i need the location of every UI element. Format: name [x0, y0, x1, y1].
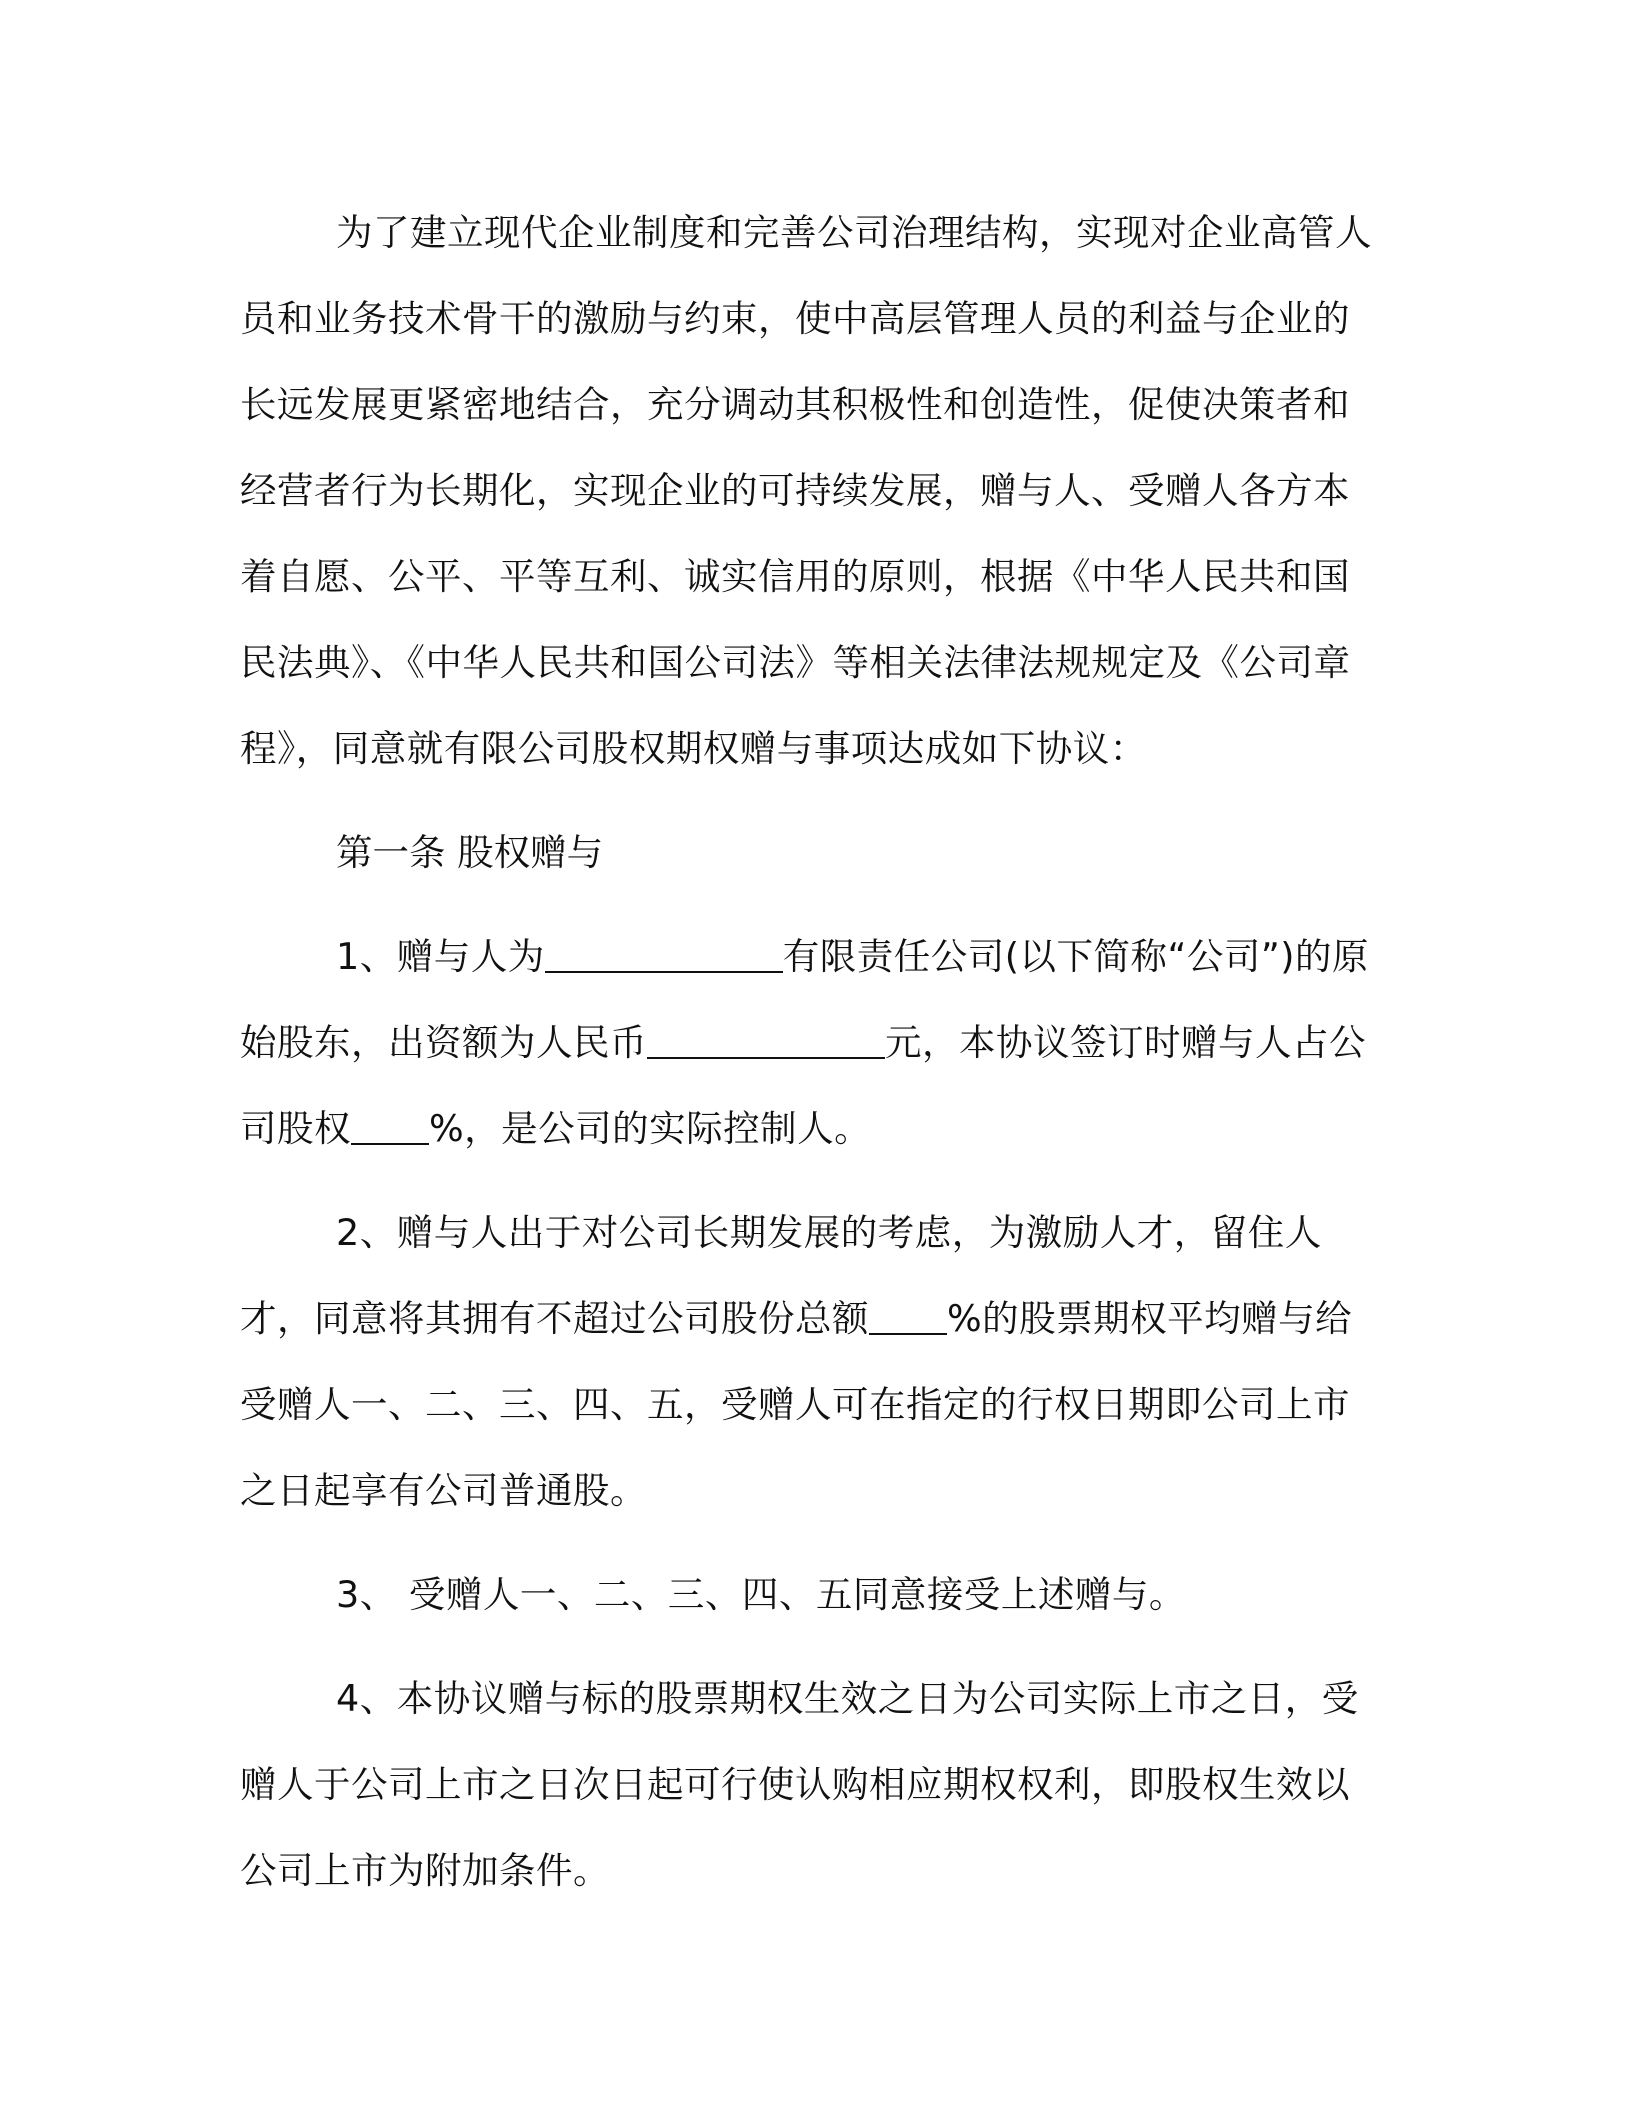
- document-page: [240, 190, 1380, 1914]
- equity-percent-blank[interactable]: [351, 1111, 429, 1145]
- clause-2-text-a: 2、赠与人出于对公司长期发展的考虑，为激励人才，留住人才，同意将其拥有不超过公司股份总额: [240, 1211, 1322, 1340]
- capital-amount-blank[interactable]: [647, 1025, 885, 1059]
- intro-paragraph: 为了建立现代企业制度和完善公司治理结构，实现对企业高管人员和业务技术骨干的激励与约束，使中高层管理人员的利益与企业的长远发展更紧密地结合，充分调动其积极性和创造性，促使决策者和经营者行为长期化，实现企业的可持续发展，赠与人、受赠人各方本着自愿、公平、平等互利、诚实信用的原则，根据《中华人民共和国民法典》、《中华人民共和国公司法》等相关法律法规规定及《公司章程》，同意就有限公司股权期权赠与事项达成如下协议：: [240, 211, 1372, 770]
- clause-1: [240, 914, 1380, 1172]
- clause-4: 4、本协议赠与标的股票期权生效之日为公司实际上市之日，受赠人于公司上市之日次日起可行使认购相应期权权利，即股权生效以公司上市为附加条件。: [240, 1677, 1359, 1892]
- clause-3: 3、 受赠人一、二、三、四、五同意接受上述赠与。: [336, 1573, 1186, 1616]
- clause-2: [240, 1190, 1380, 1534]
- clause-1-text-c: 元，本协议签订时赠与人占公司股权: [240, 1021, 1366, 1150]
- company-name-blank[interactable]: [545, 939, 783, 973]
- article-1-heading: 第一条 股权赠与: [336, 831, 604, 874]
- option-percent-blank[interactable]: [869, 1301, 947, 1335]
- clause-1-text-d: %，是公司的实际控制人。: [429, 1107, 872, 1150]
- clause-2-text-b: %的股票期权平均赠与给受赠人一、二、三、四、五，受赠人可在指定的行权日期即公司上市之日起享有公司普通股。: [240, 1297, 1353, 1512]
- clause-1-text-a: 1、赠与人为: [336, 935, 545, 978]
- clause-1-text-b: 有限责任公司(以下简称“公司”)的原始股东，出资额为人民币: [240, 935, 1370, 1064]
